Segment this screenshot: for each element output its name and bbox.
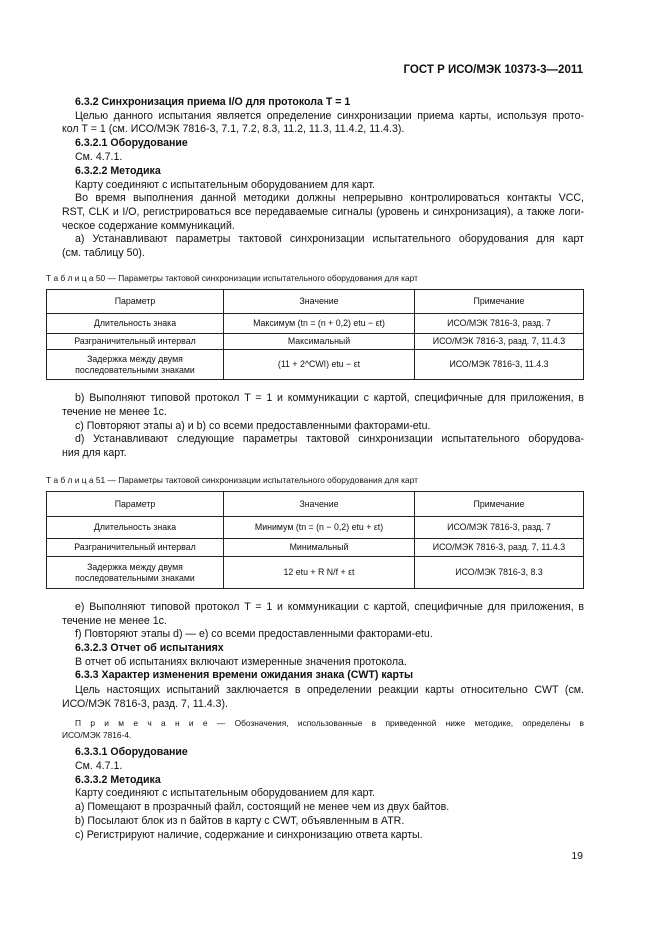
table-header: Значение (224, 290, 415, 314)
note: П р и м е ч а н и е — Обозначения, использованные в приведенной ниже методике, определены в (75, 718, 584, 728)
subsection-title: 6.3.2.1 Оборудование (75, 137, 188, 149)
table-caption: Т а б л и ц а 51 — Параметры тактовой синхронизации испытательного оборудования для карт (46, 475, 418, 485)
table-50 (46, 289, 584, 380)
paragraph: Во время выполнения данной методики должны непрерывно контролироваться контакты VCC, (75, 192, 584, 204)
list-item: b) Посылают блок из n байтов в карту с CWT, объявленным в ATR. (75, 815, 405, 827)
table-cell: Задержка между двумя последовательными знаками (47, 557, 224, 589)
list-item: течение не менее 1с. (62, 615, 167, 627)
table-header: Параметр (47, 290, 224, 314)
list-item: (см. таблицу 50). (62, 247, 145, 259)
table-cell: Длительность знака (47, 517, 224, 539)
list-item: a) Помещают в прозрачный файл, состоящий не менее чем из двух байтов. (75, 801, 450, 813)
paragraph: кол T = 1 (см. ИСО/МЭК 7816-3, 7.1, 7.2, 8.3, 11.2, 11.3, 11.4.2, 11.4.3). (62, 123, 405, 135)
table-cell: Задержка между двумя последовательными знаками (47, 350, 224, 380)
table-51 (46, 491, 584, 589)
paragraph: ческое содержание коммуникаций. (62, 220, 235, 232)
list-item: течение не менее 1с. (62, 406, 167, 418)
table-header: Примечание (415, 492, 584, 517)
page-number: 19 (571, 850, 583, 862)
list-item: c) Повторяют этапы a) и b) со всеми предоставленными факторами-etu. (75, 420, 431, 432)
document-header: ГОСТ Р ИСО/МЭК 10373-3—2011 (403, 64, 583, 76)
paragraph: Карту соединяют с испытательным оборудованием для карт. (75, 787, 375, 799)
list-item: ния для карт. (62, 447, 127, 459)
table-cell: 12 etu + R N/f + εt (224, 557, 415, 589)
note: ИСО/МЭК 7816-4. (62, 730, 132, 740)
table-cell: ИСО/МЭК 7816-3, разд. 7 (415, 517, 584, 539)
table-header: Параметр (47, 492, 224, 517)
table-cell: Минимальный (224, 539, 415, 557)
paragraph: Целью данного испытания является определение синхронизации приема карты, используя прото- (75, 110, 584, 122)
table-cell: ИСО/МЭК 7816-3, разд. 7 (415, 314, 584, 334)
table-caption: Т а б л и ц а 50 — Параметры тактовой синхронизации испытательного оборудования для карт (46, 273, 418, 283)
table-cell: Максимальный (224, 334, 415, 350)
paragraph: Цель настоящих испытаний заключается в определении реакции карты относительно CWT (см. (75, 684, 584, 696)
list-item: c) Регистрируют наличие, содержание и синхронизацию ответа карты. (75, 829, 423, 841)
table-cell: ИСО/МЭК 7816-3, разд. 7, 11.4.3 (415, 334, 584, 350)
table-cell: Минимум (tn = (n − 0,2) etu + εt) (224, 517, 415, 539)
subsection-title: 6.3.3.1 Оборудование (75, 746, 188, 758)
section-title: 6.3.3 Характер изменения времени ожидания знака (CWT) карты (75, 669, 414, 681)
table-cell: Длительность знака (47, 314, 224, 334)
paragraph: ИСО/МЭК 7816-3, разд. 7, 11.4.3). (62, 698, 228, 710)
list-item: e) Выполняют типовой протокол T = 1 и коммуникации с картой, специфичные для приложения, в (75, 601, 584, 613)
list-item: d) Устанавливают следующие параметры тактовой синхронизации испытательного оборудова- (75, 433, 584, 445)
table-cell: ИСО/МЭК 7816-3, 8.3 (415, 557, 584, 589)
table-cell: Максимум (tn = (n + 0,2) etu − εt) (224, 314, 415, 334)
list-item: b) Выполняют типовой протокол T = 1 и коммуникации с картой, специфичные для приложения, в (75, 392, 584, 404)
subsection-title: 6.3.3.2 Методика (75, 774, 161, 786)
paragraph: См. 4.7.1. (75, 151, 123, 163)
paragraph: См. 4.7.1. (75, 760, 123, 772)
section-title: 6.3.2 Синхронизация приема I/O для протокола T = 1 (75, 96, 351, 108)
paragraph: RST, CLK и I/O, регистрироваться все передаваемые сигналы (уровень и синхронизация), а также логи- (62, 206, 584, 218)
table-cell: Разграничительный интервал (47, 539, 224, 557)
list-item: a) Устанавливают параметры тактовой синхронизации испытательного оборудования для карт (75, 233, 584, 245)
table-cell: Разграничительный интервал (47, 334, 224, 350)
table-header: Примечание (415, 290, 584, 314)
table-cell: ИСО/МЭК 7816-3, 11.4.3 (415, 350, 584, 380)
table-cell: (11 + 2^CWI) etu − εt (224, 350, 415, 380)
list-item: f) Повторяют этапы d) — e) со всеми предоставленными факторами-etu. (75, 628, 433, 640)
subsection-title: 6.3.2.3 Отчет об испытаниях (75, 642, 224, 654)
paragraph: Карту соединяют с испытательным оборудованием для карт. (75, 179, 375, 191)
subsection-title: 6.3.2.2 Методика (75, 165, 161, 177)
paragraph: В отчет об испытаниях включают измеренные значения протокола. (75, 656, 407, 668)
table-header: Значение (224, 492, 415, 517)
table-cell: ИСО/МЭК 7816-3, разд. 7, 11.4.3 (415, 539, 584, 557)
